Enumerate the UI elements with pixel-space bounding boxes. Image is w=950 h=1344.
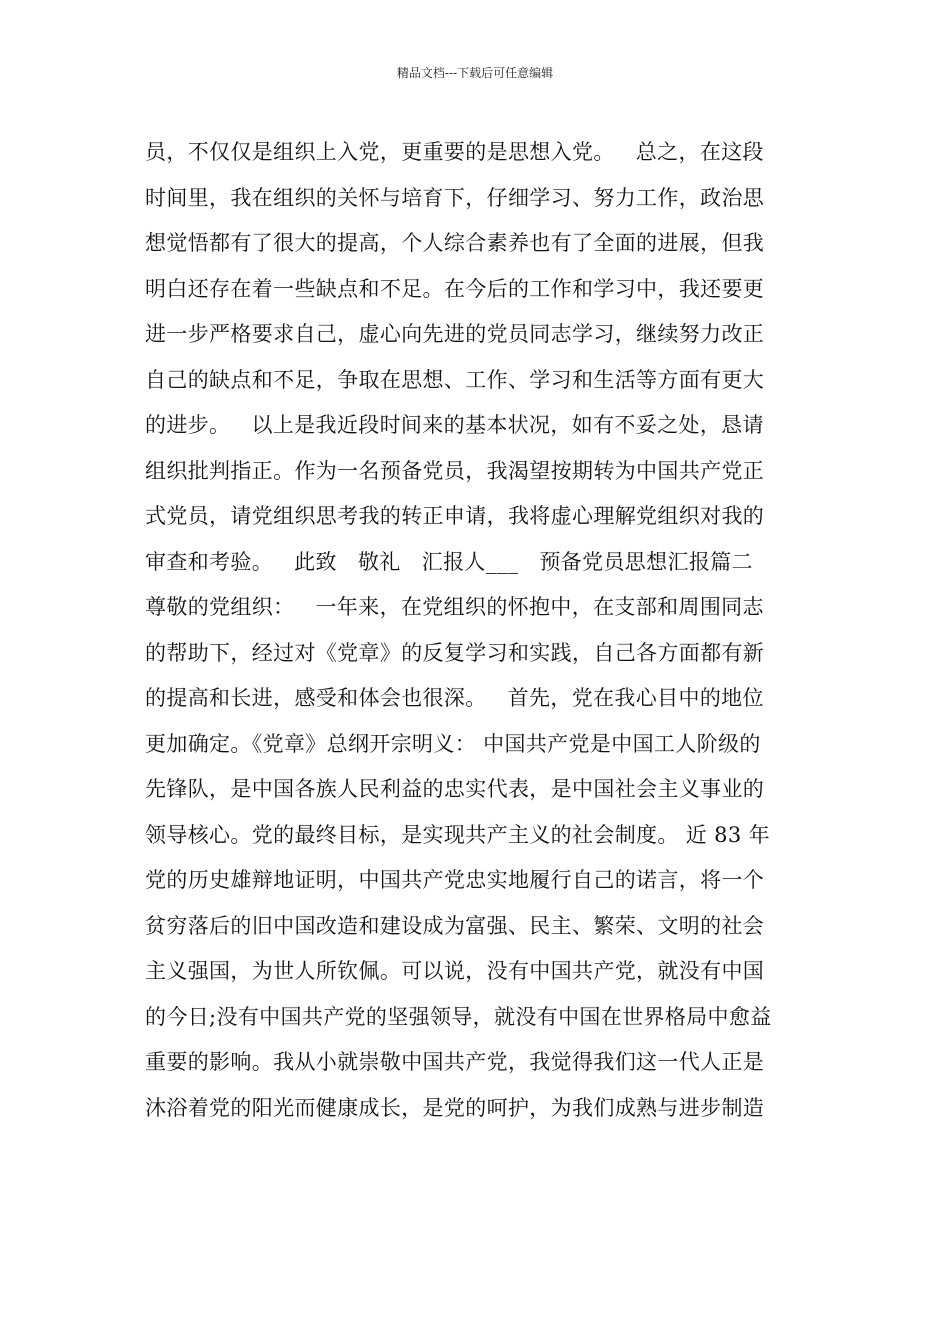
- text-line: 领导核心。党的最终目标，是实现共产主义的社会制度。 近 83 年: [145, 822, 770, 847]
- text-line: 重要的影响。我从小就崇敬中国共产党，我觉得我们这一代人正是: [145, 1050, 765, 1074]
- text-line: 进一步严格要求自己，虚心向先进的党员同志学习，继续努力改正: [145, 322, 765, 346]
- text-line: 组织批判指正。作为一名预备党员，我渴望按期转为中国共产党正: [145, 458, 765, 483]
- text-line: 先锋队，是中国各族人民利益的忠实代表，是中国社会主义事业的: [145, 777, 765, 801]
- text-line: 贫穷落后的旧中国改造和建设成为富强、民主、繁荣、文明的社会: [145, 913, 765, 938]
- text-line: 党的历史雄辩地证明，中国共产党忠实地履行自己的诺言，将一个: [145, 868, 765, 892]
- text-line: 明白还存在着一些缺点和不足。在今后的工作和学习中，我还要更: [145, 276, 765, 301]
- text-line: 沐浴着党的阳光而健康成长，是党的呵护，为我们成熟与进步制造: [145, 1095, 765, 1120]
- text-line: 主义强国，为世人所钦佩。可以说，没有中国共产党，就没有中国: [145, 959, 765, 983]
- text-line: 的今日;没有中国共产党的坚强领导，就没有中国在世界格局中愈益: [145, 1004, 772, 1029]
- body-text: [145, 130, 815, 1131]
- page-header: 精品文档---下载后可任意编辑: [396, 66, 554, 80]
- text-line: 尊敬的党组织： 一年来，在党组织的怀抱中，在支部和周围同志: [145, 595, 764, 619]
- text-line: 时间里，我在组织的关怀与培育下，仔细学习、努力工作，政治思: [145, 185, 765, 210]
- text-line: 自己的缺点和不足，争取在思想、工作、学习和生活等方面有更大: [145, 367, 765, 392]
- text-line: 更加确定。《党章》总纲开宗明义： 中国共产党是中国工人阶级的: [145, 731, 761, 756]
- text-line: 的提高和长进，感受和体会也很深。 首先，党在我心目中的地位: [145, 686, 764, 710]
- text-line: 的进步。 以上是我近段时间来的基本状况，如有不妥之处，恳请: [145, 413, 764, 437]
- text-line: 员，不仅仅是组织上入党，更重要的是思想入党。 总之，在这段: [145, 140, 764, 164]
- text-line: 的帮助下，经过对《党章》的反复学习和实践，自己各方面都有新: [145, 640, 765, 665]
- text-line: 审查和考验。 此致 敬礼 汇报人___ 预备党员思想汇报篇二: [145, 549, 753, 574]
- text-line: 想觉悟都有了很大的提高，个人综合素养也有了全面的进展，但我: [145, 231, 765, 255]
- text-line: 式党员，请党组织思考我的转正申请，我将虚心理解党组织对我的: [145, 504, 765, 528]
